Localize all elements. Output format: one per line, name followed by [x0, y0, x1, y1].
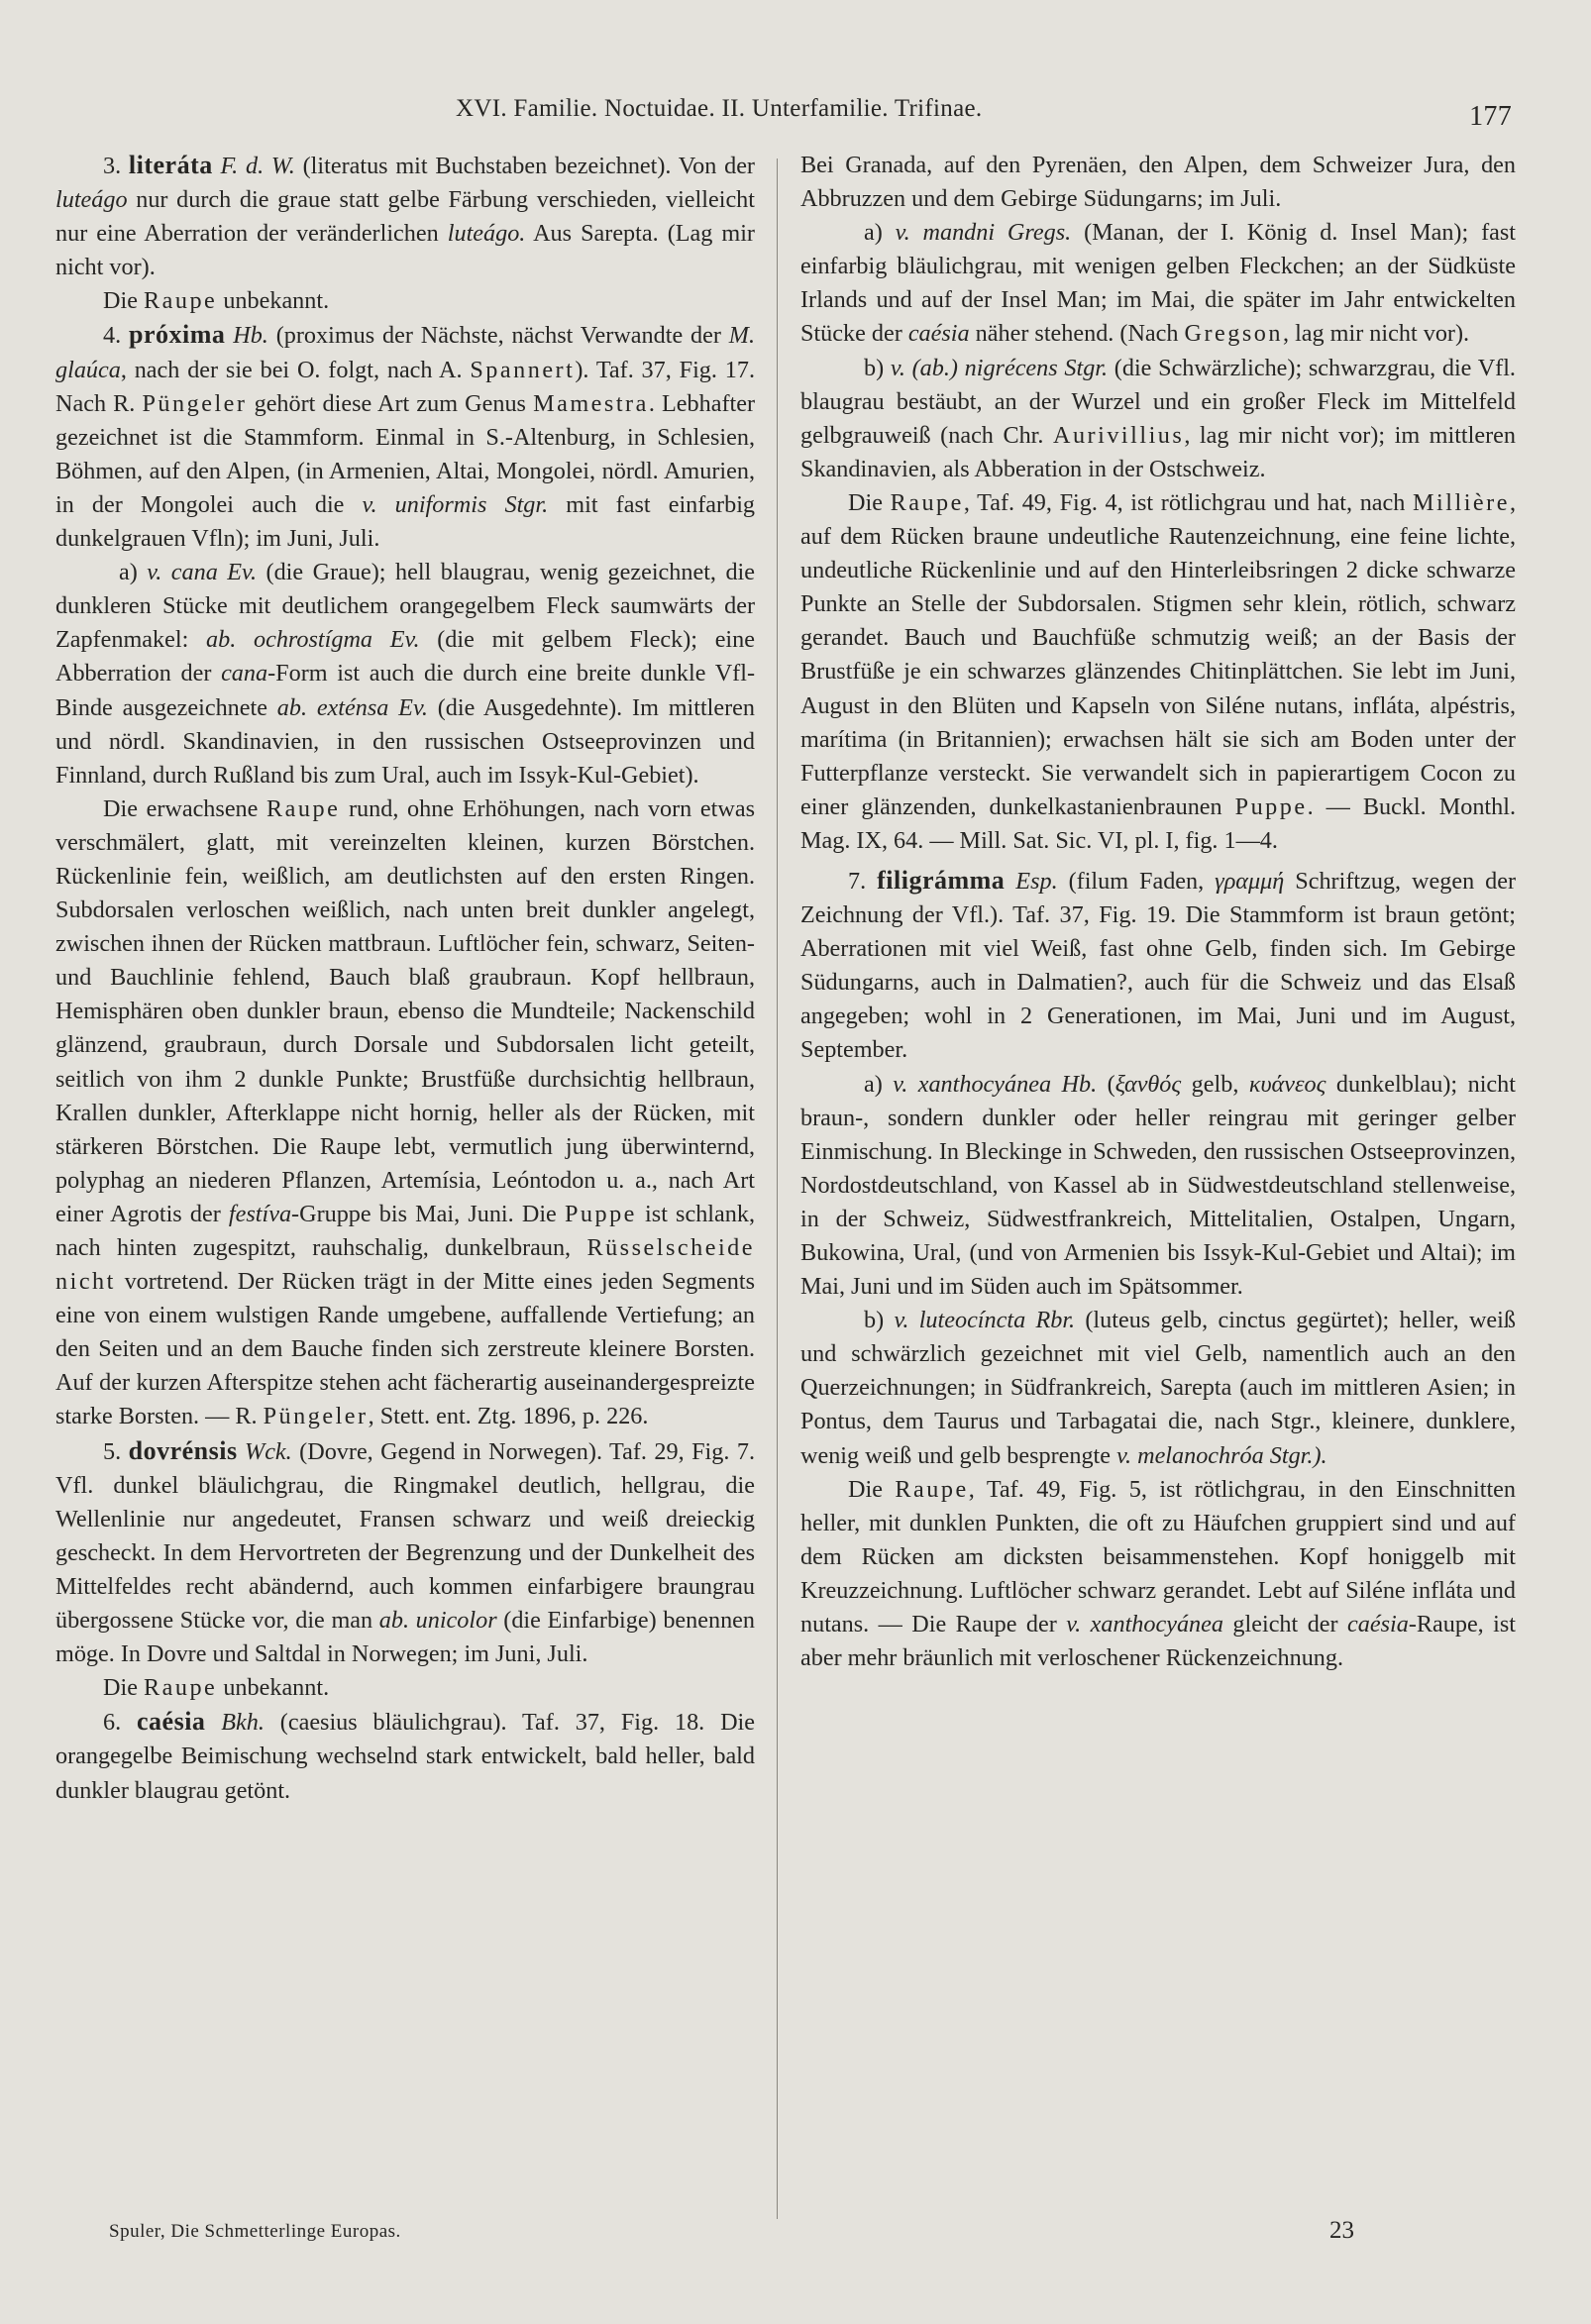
left-column — [55, 149, 755, 1808]
right-column — [800, 149, 1516, 1675]
variety-paragraph: b) v. luteocíncta Rbr. (luteus gelb, cinctus gegürtet); heller, weiß und schwärzlich gezeichnet mit viel Gelb, namentlich auch an den Querzeichnungen; in Südfrankreich, Sarepta (auch im mittleren Asien; in Pontus, dem Taurus und Tarbagatai die, nach Stgr., kleinere, dunklere, wenig weiß und gelb besprengte v. melanochróa Stgr.). — [800, 1307, 1516, 1469]
column-divider — [777, 158, 778, 2219]
footer-book-title: Spuler, Die Schmetterlinge Europas. — [109, 2221, 401, 2242]
species-name: literáta — [128, 151, 213, 179]
entry-caesia: 6. caésia Bkh. (caesius bläulichgrau). Taf. 37, Fig. 18. Die orangegelbe Beimischung wechselnd stark entwickelt, bald heller, bald dunkler blaugrau getönt. — [55, 1707, 755, 1804]
variety-paragraph: b) v. (ab.) nigrécens Stgr. (die Schwärzliche); schwarzgrau, die Vfl. blaugrau bestäubt, an der Wurzel und ein großer Fleck im Mittelfeld gelbgrauweiß (nach Chr. Aurivillius, lag mir nicht vor); im mittleren Skandinavien, als Abberation in der Ostschweiz. — [800, 354, 1516, 482]
entry-literata: 3. literáta F. d. W. (literatus mit Buchstaben bezeichnet). Von der luteágo nur durch die graue statt gelbe Färbung verschieden, vielleicht nur eine Aberration der veränderlichen luteágo. Aus Sarepta. (Lag mir nicht vor). — [55, 151, 755, 281]
species-name: próxima — [129, 320, 226, 350]
footer-signature: 23 — [1329, 2217, 1354, 2244]
entry-dovrensis: 5. dovrénsis Wck. (Dovre, Gegend in Norwegen). Taf. 29, Fig. 7. Vfl. dunkel bläulichgrau, die Ringmakel deutlich, hellgrau, die Wellenlinie nur angedeutet, Fransen schwarz und weiß dreieckig gescheckt. In dem Hervortreten der Begrenzung und der Dunkelheit des Mittelfeldes recht abändernd, auch kommen einfarbigere braungrau übergossene Stücke vor, die man ab. unicolor (die Einfarbige) benennen möge. In Dovre und Saltdal in Norwegen; im Juni, Juli. — [55, 1435, 756, 1668]
page-number: 177 — [1469, 101, 1512, 132]
variety-paragraph: a) v. mandni Gregs. (Manan, der I. König d. Insel Man); fast einfarbig bläulichgrau, mit wenigen gelben Fleckchen; an der Südküste Irlands und auf der Insel Man; im Mai, die später im Jahr entwickelten Stücke der caésia näher stehend. (Nach Gregson, lag mir nicht vor). — [800, 219, 1516, 348]
species-name: dovrénsis — [128, 1435, 238, 1465]
species-name: caésia — [137, 1707, 206, 1737]
larva-paragraph: Die Raupe, Taf. 49, Fig. 5, ist rötlichgrau, in den Einschnitten heller, mit dunklen Punkten, die oft zu Häufchen gruppiert sind und auf dem Rücken am dicksten beisammenstehen. Kopf honiggelb mit Kreuzzeichnung. Luftlöcher schwarz gerandet. Lebt auf Siléne infláta und nutans. — Die Raupe der v. xanthocyánea gleicht der caésia-Raupe, ist aber mehr bräunlich mit verloschener Rückenzeichnung. — [800, 1475, 1517, 1672]
larva-paragraph: Die erwachsene Raupe rund, ohne Erhöhungen, nach vorn etwas verschmälert, glatt, mit vereinzelten kleinen, kurzen Börstchen. Rückenlinie fein, weißlich, am deutlichsten auf den ersten Ringen. Subdorsalen verloschen weißlich, nach unten breit dunkler angelegt, zwischen ihnen der Rücken mattbraun. Luftlöcher fein, schwarz, Seiten- und Bauchlinie fehlend, Bauch blaß graubraun. Kopf hellbraun, Hemisphären oben dunkler braun, ebenso die Mundteile; Nackenschild glänzend, graubraun, durch Dorsale und Subdorsalen licht geteilt, seitlich von ihm 2 dunkle Punkte; Brustfüße durchsichtig hellbraun, Krallen dunkler, Afterklappe nicht hornig, heller als der Rücken, mit stärkeren Börstchen. Die Raupe lebt, vermutlich jung überwinternd, polyphag an niederen Pflanzen, Artemísia, Leóntodon u. a., nach Art einer Agrotis der festíva-Gruppe bis Mai, Juni. Die Puppe ist schlank, nach hinten zugespitzt, rauhschalig, dunkelbraun, Rüsselscheide nicht vortretend. Der Rücken trägt in der Mitte eines jeden Segments eine von einem wulstigen Rande umgebene, auffallende Vertiefung; an den Seiten und an dem Bauche finden sich zerstreute kleinere Borsten. Auf der kurzen Afterspitze stehen acht fächerartig auseinandergespreizte starke Borsten. — R. Püngeler, Stett. ent. Ztg. 1896, p. 226. — [55, 794, 756, 1430]
paragraph: Die Raupe unbekannt. — [103, 1674, 330, 1702]
running-header — [456, 95, 1526, 135]
species-name: filigrámma — [877, 865, 1006, 895]
paragraph: Bei Granada, auf den Pyrenäen, den Alpen, dem Schweizer Jura, den Abbruzzen und dem Gebirge Südungarns; im Juli. — [800, 152, 1516, 213]
larva-paragraph: Die Raupe, Taf. 49, Fig. 4, ist rötlichgrau und hat, nach Millière, auf dem Rücken braune undeutliche Rautenzeichnung, eine feine lichte, undeutliche Rückenlinie und auf den Hinterleibsringen 2 dicke schwarze Punkte an Stelle der Subdorsalen. Stigmen sehr klein, rötlich, schwarz gerandet. Bauch und Bauchfüße schmutzig weiß; an der Basis der Brustfüße je ein schwarzes glänzendes Chitinplättchen. Sie lebt im Juni, August in den Blüten und Kapseln von Siléne nutans, infláta, alpéstris, marítima (in Britannien); erwachsen hält sie sich am Boden unter der Futterpflanze versteckt. Sie verwandelt sich in papierartigem Cocon zu einer glänzenden, dunkelkastanienbraunen Puppe. — Buckl. Monthl. Mag. IX, 64. — Mill. Sat. Sic. VI, pl. I, fig. 1—4. — [800, 488, 1516, 854]
paragraph: Die Raupe unbekannt. — [103, 287, 330, 315]
variety-paragraph: a) v. cana Ev. (die Graue); hell blaugrau, wenig gezeichnet, die dunkleren Stücke mit deutlichem orangegelbem Fleck saumwärts der Zapfenmakel: ab. ochrostígma Ev. (die mit gelbem Fleck); eine Abberration der cana-Form ist auch die durch eine breite dunkle Vfl-Binde ausgezeichnete ab. exténsa Ev. (die Ausgedehnte). Im mittleren und nördl. Skandinavien, in den russischen Ostseeprovinzen und Finnland, durch Rußland bis zum Ural, auch im Issyk-Kul-Gebiet). — [55, 559, 756, 789]
entry-proxima: 4. próxima Hb. (proximus der Nächste, nächst Verwandte der M. glaúca, nach der sie bei O. folgt, nach A. Spannert). Taf. 37, Fig. 17. Nach R. Püngeler gehört diese Art zum Genus Mamestra. Lebhafter gezeichnet ist die Stammform. Einmal in S.-Altenburg, in Schlesien, Böhmen, auf den Alpen, (in Armenien, Altai, Mongolei, nördl. Amurien, in der Mongolei auch die v. uniformis Stgr. mit fast einfarbig dunkelgrauen Vfln); im Juni, Juli. — [55, 320, 756, 553]
header-title: XVI. Familie. Noctuidae. II. Unterfamilie. Trifinae. — [456, 95, 983, 122]
variety-paragraph: a) v. xanthocyánea Hb. (ξανθός gelb, κυάνεος dunkelblau); nicht braun-, sondern dunkler oder heller reingrau mit geringer gelber Einmischung. In Bleckinge in Schweden, den russischen Ostseeprovinzen, Nordostdeutschland, von Kassel ab in Südwestdeutschland stellenweise, in der Schweiz, Südwestfrankreich, Mittelitalien, Ostalpen, Ungarn, Bukowina, Ural, (und von Armenien bis Issyk-Kul-Gebiet und Altai); im Mai, Juni und im Süden auch im Spätsommer. — [800, 1070, 1516, 1301]
entry-filigramma: 7. filigrámma Esp. (filum Faden, γραμμή Schriftzug, wegen der Zeichnung der Vfl.). Taf. 37, Fig. 19. Die Stammform ist braun getönt; Aberrationen mit viel Weiß, fast ohne Gelb, finden sich. Im Gebirge Südungarns, auch in Dalmatien?, auch für die Schweiz und das Elsaß angegeben; wohl in 2 Generationen, im Mai, Juni und im August, September. — [800, 865, 1517, 1064]
